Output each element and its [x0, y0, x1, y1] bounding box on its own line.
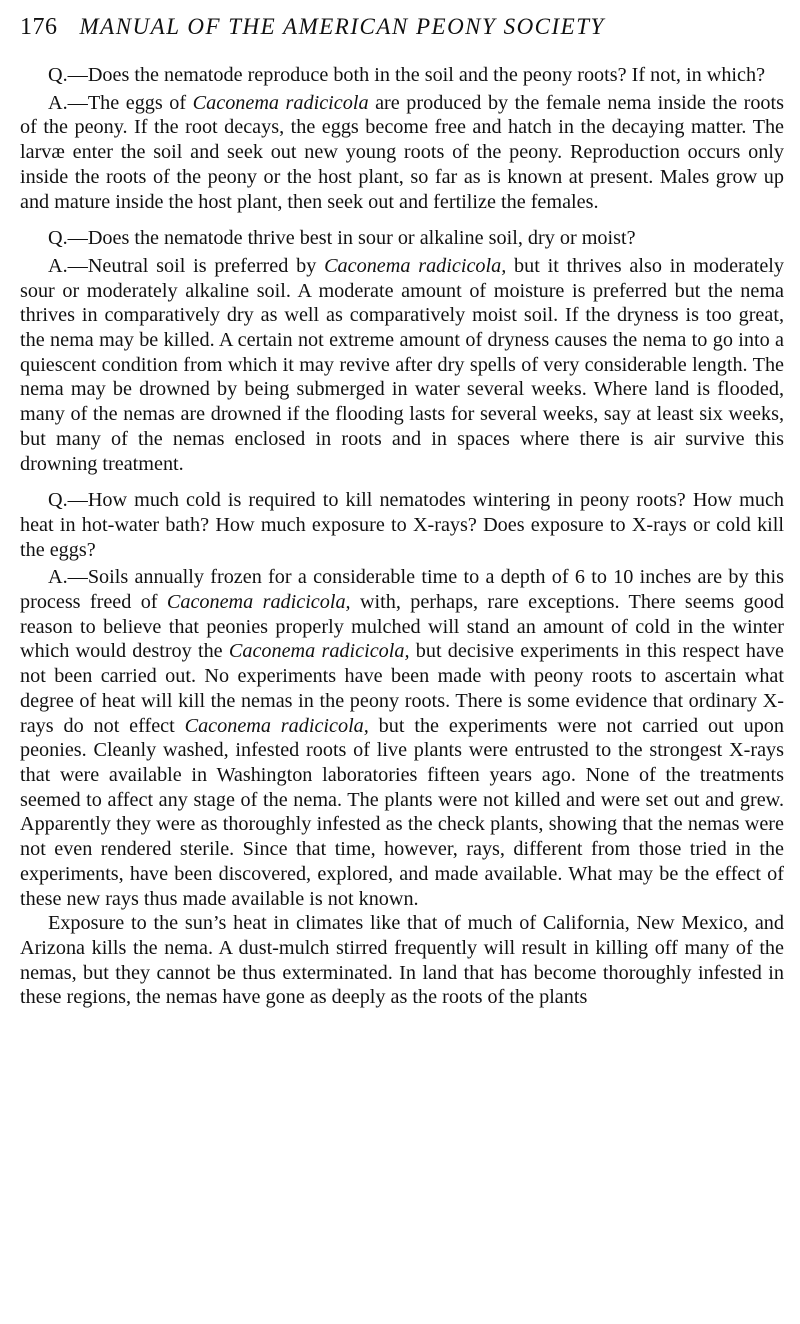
answer-text: but it thrives also in moderately sour or moderately alkaline soil. A moderate amount of moisture is preferred but the nema thrives in comparatively dry as well as comparatively moist soil. If the dryness is too great, the nema may be killed. A certain not extreme amount of dryness causes the nema to go into a quiescent condition from which it may revive after dry spells of very considerable length. The nema may be drowned by being submerged in water several weeks. Where land is flooded, many of the nemas are drowned if the flooding lasts for several weeks, say at least six weeks, but many of the nemas enclosed in roots and in spaces where there is air survive this drowning treatment. [20, 254, 785, 475]
running-title: MANUAL OF THE AMERICAN PEONY SOCIETY [79, 14, 605, 39]
answer-text: are produced by the female nema inside the roots of the peony. If the root decays, the eggs become free and hatch in the decaying matter. The larvæ enter the soil and seek out new young roots of the peony. Reproduction occurs only inside the roots of the peony or the host plant, so far as is known at present. Males grow up and mature inside the host plant, then seek out and fertilize the females. [20, 91, 784, 213]
question-paragraph: Q.—Does the nematode thrive best in sour or alkaline soil, dry or moist? [48, 227, 636, 250]
page [20, 14, 784, 1022]
answer-text: with, perhaps, rare exceptions. There seems good reason to believe that peonies properly mulched will stand an amount of cold in the winter which would destroy the [20, 591, 784, 663]
answer-text: A.—The eggs of [48, 91, 193, 114]
continued-answer-paragraph: Exposure to the sun’s heat in climates like that of much of California, New Mexico, and Arizona kills the nema. A dust-mulch stirred frequently will result in killing off many of the nemas, but they cannot be thus exterminated. In land that has become thoroughly infested in these regions, the nemas have gone as deeply as the roots of the plants [20, 912, 784, 1009]
species-name: Caconema radicicola [192, 91, 369, 114]
species-name: Caconema radicicola, [166, 591, 351, 614]
answer-text: A.—Soils annually frozen for a considerable time to a depth of 6 to 10 inches are by this process freed of [20, 566, 784, 614]
qa-reproduction [20, 63, 784, 214]
answer-paragraph [20, 254, 784, 476]
qa-soil [20, 226, 784, 476]
qa-cold-heat-xrays [20, 488, 784, 1010]
question-paragraph: Q.—Does the nematode reproduce both in the soil and the peony roots? If not, in which? [48, 64, 766, 86]
question-paragraph: Q.—How much cold is required to kill nematodes wintering in peony roots? How much heat in hot-water bath? How much exposure to X-rays? Does exposure to X-rays or cold kill the eggs? [20, 489, 784, 561]
answer-paragraph [20, 565, 784, 911]
answer-paragraph [20, 91, 784, 215]
answer-text: A.—Neutral soil is preferred by [48, 254, 325, 277]
species-name: Caconema radicicola, [324, 254, 507, 277]
running-header [20, 14, 784, 41]
answer-text: but decisive experiments in this respect have not been carried out. No experiments have been made with peony roots to ascertain what degree of heat will kill the nemas in the peony roots. There is some evidence that ordinary X-rays do not effect [20, 640, 784, 737]
species-name: Caconema radicicola, [184, 714, 369, 737]
page-number: 176 [20, 14, 58, 40]
answer-text: but the experiments were not carried out upon peonies. Cleanly washed, infested roots of live plants were entrusted to the strongest X-rays that were available in Washington laboratories fifteen years ago. None of the treatments seemed to affect any stage of the nema. The plants were not killed and were set out and grew. Apparently they were as thoroughly infested as the check plants, showing that the nemas were not even rendered sterile. Since that time, however, rays, different from those tried in the experiments, have been discovered, explored, and made available. What may be the effect of these new rays thus made available is not known. [20, 714, 784, 910]
species-name: Caconema radicicola, [228, 640, 410, 663]
